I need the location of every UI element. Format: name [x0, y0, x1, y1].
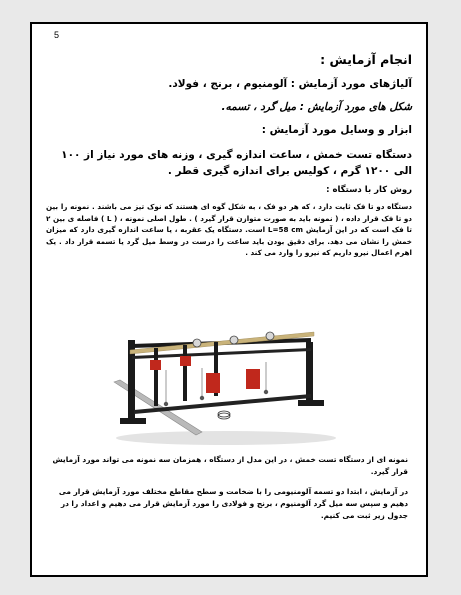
- procedure-paragraph: در آزمایش ، ابتدا دو تسمه آلومنیومی را با ضخامت و سطح مقاطع مختلف مورد آزمایش قرار می دهیم و سپس سه میل گرد آلومنیوم ، برنج و فولادی را مورد آزمایش قرار می دهیم و اعداد را در جدول زیر ثبت می کنیم.: [58, 487, 408, 520]
- section-heading: انجام آزمایش :: [320, 52, 412, 67]
- shapes-line: شکل های مورد آزمایش : میل گرد ، تسمه.: [221, 101, 412, 114]
- bending-test-machine-image: [106, 310, 346, 448]
- page-content: [46, 52, 412, 259]
- method-heading: روش کار با دستگاه :: [326, 185, 412, 196]
- figure-caption: نمونه ای از دستگاه تست خمش ، در این مدل از دستگاه ، همزمان سه نمونه می تواند مورد آزمایش قرار گیرد.: [52, 455, 408, 476]
- tools-line: ابزار و وسایل مورد آزمایش :: [261, 124, 412, 137]
- equipment-line: دستگاه تست خمش ، ساعت اندازه گیری ، وزنه های مورد نیاز از ۱۰۰ الی ۱۲۰۰ گرم ، کولیس برای اندازه گیری قطر .: [61, 148, 412, 177]
- alloys-line: آلیاژهای مورد آزمایش : آلومنیوم ، برنج ، فولاد.: [168, 78, 412, 90]
- document-page: [30, 22, 428, 577]
- method-paragraph: دستگاه دو تا فک ثابت دارد ، که هر دو فک ، به شکل گوه ای هستند که نوک تیز می باشند . نمونه را بین دو تا فک قرار داده ، ( نمونه باید به صورت متوازن قرار گیرد ) . طول اصلی نمونه ، ( L ) فاصله ی بین ۲ تا فک است که در این آزمایش L=58 cm است. دستگاه یک عقربه ، یا ساعت اندازه گیری دارد که میزان خمش را نشان می دهد. برای دقیق بودن باید ساعت را درست در وسط میل گرد یا تسمه قرار داد . یک اهرم اعمال نیرو داریم که نیرو را وارد می کند .: [46, 202, 412, 258]
- page-number: 5: [54, 30, 60, 40]
